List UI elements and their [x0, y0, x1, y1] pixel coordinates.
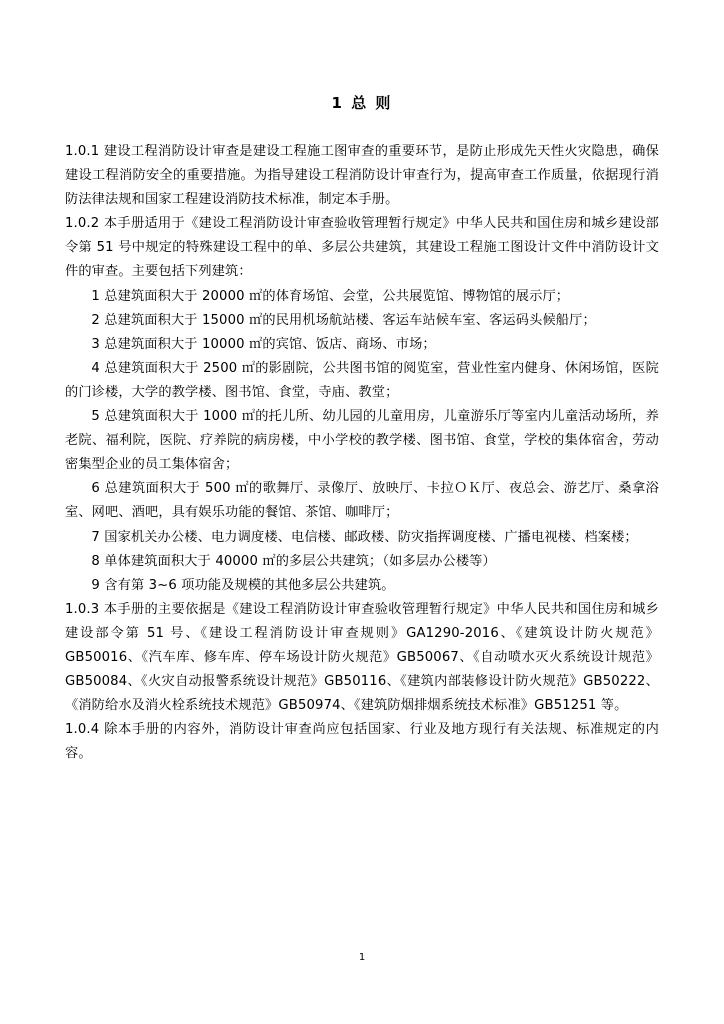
list-item-9: 9 含有第 3~6 项功能及规模的其他多层公共建筑。 [91, 577, 395, 593]
clause-1-0-2: 1.0.2 本手册适用于《建设工程消防设计审查验收管理暂行规定》中华人民共和国住房和城乡建设部令第 51 号中规定的特殊建设工程中的单、多层公共建筑，其建设工程施工图设计文件中消防设计文件的审查。主要包括下列建筑： [65, 216, 659, 280]
clause-1-0-4: 1.0.4 除本手册的内容外，消防设计审查尚应包括国家、行业及地方现行有关法规、标准规定的内容。 [65, 722, 659, 762]
list-item-3: 3 总建筑面积大于 10000 ㎡的宾馆、饭店、商场、市场； [91, 336, 436, 352]
clause-1-0-3: 1.0.3 本手册的主要依据是《建设工程消防设计审查验收管理暂行规定》中华人民共和国住房和城乡建设部令第 51 号、《建设工程消防设计审查规则》GA1290-2016、《建筑设计防火规范》GB50016、《汽车库、修车库、停车场设计防火规范》GB50067、《自动喷水灭火系统设计规范》GB50084、《火灾自动报警系统设计规范》GB50116、《建筑内部装修设计防火规范》GB50222、《消防给水及消火栓系统技术规范》GB50974、《建筑防烟排烟系统技术标准》GB51251 等。 [65, 601, 659, 714]
list-item-7: 7 国家机关办公楼、电力调度楼、电信楼、邮政楼、防灾指挥调度楼、广播电视楼、档案楼； [91, 529, 638, 545]
list-item-6: 6 总建筑面积大于 500 ㎡的歌舞厅、录像厅、放映厅、卡拉ＯＫ厅、夜总会、游艺厅、桑拿浴室、网吧、酒吧，具有娱乐功能的餐馆、茶馆、咖啡厅； [65, 481, 659, 521]
list-item-4: 4 总建筑面积大于 2500 ㎡的影剧院，公共图书馆的阅览室，营业性室内健身、休闲场馆，医院的门诊楼，大学的教学楼、图书馆、食堂，寺庙、教堂； [65, 360, 659, 400]
chapter-body [65, 140, 659, 766]
list-item-1: 1 总建筑面积大于 20000 ㎡的体育场馆、会堂，公共展览馆、博物馆的展示厅； [91, 288, 570, 304]
list-item-8: 8 单体建筑面积大于 40000 ㎡的多层公共建筑；（如多层办公楼等） [91, 553, 496, 569]
chapter-title: 1 总 则 [331, 94, 393, 112]
list-item-2: 2 总建筑面积大于 15000 ㎡的民用机场航站楼、客运车站候车室、客运码头候船厅； [91, 312, 596, 328]
list-item-5: 5 总建筑面积大于 1000 ㎡的托儿所、幼儿园的儿童用房，儿童游乐厅等室内儿童活动场所，养老院、福利院，医院、疗养院的病房楼，中小学校的教学楼、图书馆、食堂，学校的集体宿舍，劳动密集型企业的员工集体宿舍； [65, 409, 659, 473]
page-number: 1 [358, 952, 366, 963]
clause-1-0-1: 1.0.1 建设工程消防设计审查是建设工程施工图审查的重要环节，是防止形成先天性火灾隐患，确保建设工程消防安全的重要措施。为指导建设工程消防设计审查行为，提高审查工作质量，依据现行消防法律法规和国家工程建设消防技术标准，制定本手册。 [65, 144, 659, 208]
